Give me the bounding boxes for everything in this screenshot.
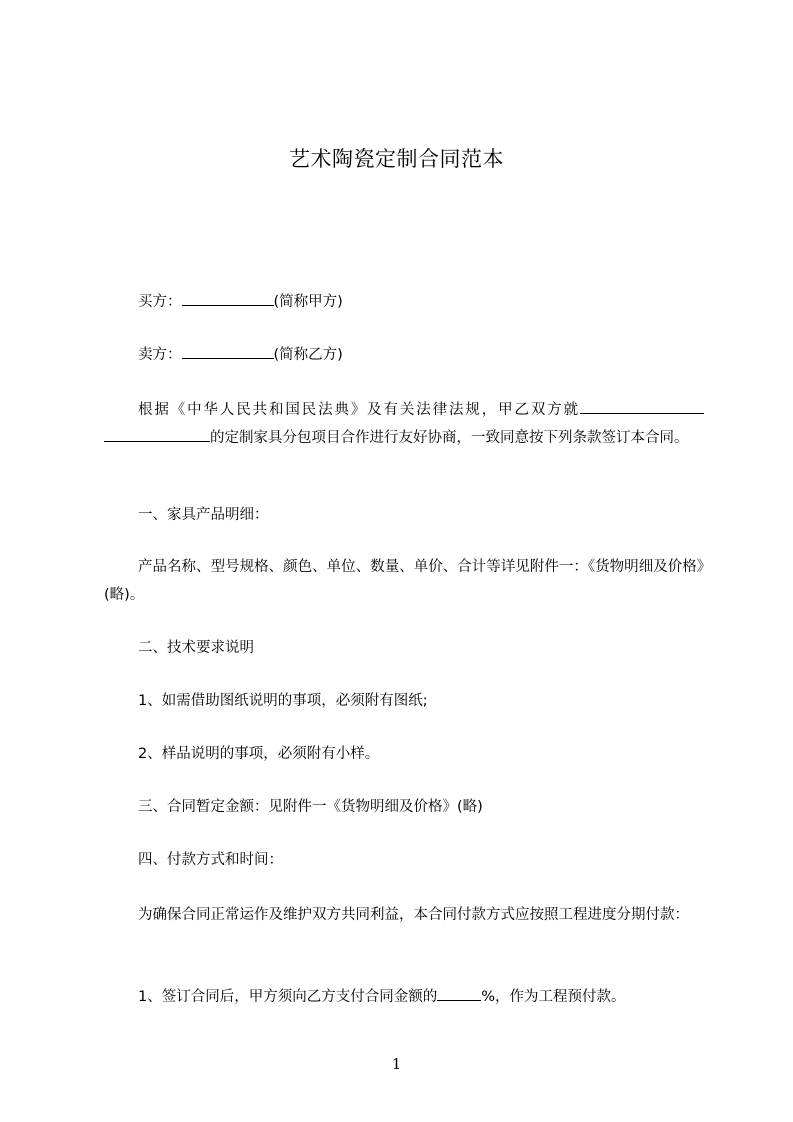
section1-heading: 一、家具产品明细： — [138, 507, 269, 523]
buyer-label: 买方： — [138, 294, 182, 310]
section3-heading: 三、合同暂定金额：见附件一《货物明细及价格》(略) — [138, 799, 483, 815]
section2-item1: 1、如需借助图纸说明的事项，必须附有图纸; — [138, 693, 428, 709]
page-number: 1 — [391, 1055, 402, 1073]
prepayment-percent-blank[interactable] — [437, 986, 481, 1001]
section4-item1-text-part1: 1、签订合同后，甲方须向乙方支付合同金额的 — [138, 989, 438, 1005]
project-name-blank-cont[interactable] — [104, 427, 210, 442]
section4-heading: 四、付款方式和时间： — [138, 852, 283, 868]
section2-item2: 2、样品说明的事项，必须附有小样。 — [138, 746, 380, 762]
seller-name-blank[interactable] — [182, 344, 274, 359]
section4-item1 — [138, 986, 626, 1007]
seller-suffix: (简称乙方) — [273, 347, 343, 363]
seller-line — [138, 344, 343, 365]
seller-label: 卖方： — [138, 347, 182, 363]
section1-body: 产品名称、型号规格、颜色、单位、数量、单价、合计等详见附件一：《货物明细及价格》(略)。 — [104, 559, 704, 603]
document-title: 艺术陶瓷定制合同范本 — [289, 147, 504, 171]
section2-heading: 二、技术要求说明 — [138, 640, 254, 656]
section4-item1-text-part2: %，作为工程预付款。 — [481, 989, 626, 1005]
intro-paragraph — [104, 396, 704, 452]
project-name-blank[interactable] — [580, 399, 704, 414]
buyer-name-blank[interactable] — [182, 291, 274, 306]
intro-text-part1: 根据《中华人民共和国民法典》及有关法律法规，甲乙双方就 — [138, 402, 580, 418]
buyer-suffix: (简称甲方) — [273, 294, 343, 310]
buyer-line — [138, 291, 343, 312]
intro-text-part2: 的定制家具分包项目合作进行友好协商，一致同意按下列条款签订本合同。 — [210, 430, 689, 446]
section4-body: 为确保合同正常运作及维护双方共同利益，本合同付款方式应按照工程进度分期付款： — [138, 907, 689, 923]
